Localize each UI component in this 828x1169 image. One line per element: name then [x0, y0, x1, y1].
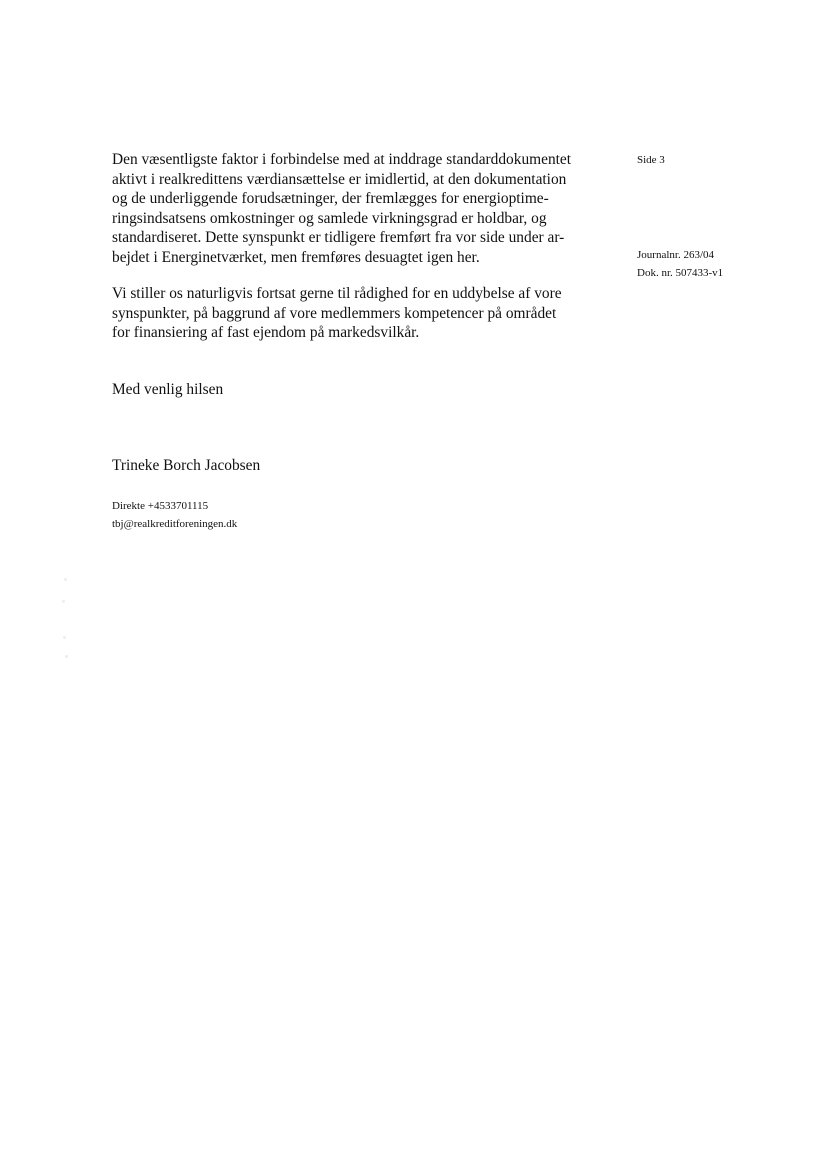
document-number: Dok. nr. 507433-v1 — [637, 266, 724, 279]
paragraph-line: Vi stiller os naturligvis fortsat gerne til rådighed for en uddybelse af vore — [112, 285, 562, 302]
paragraph-line: for finansiering af fast ejendom på markedsvilkår. — [112, 324, 420, 341]
signer-name: Trineke Borch Jacobsen — [112, 457, 261, 474]
scan-artifact — [62, 600, 65, 603]
reference-block — [637, 247, 787, 282]
letter-body — [112, 150, 612, 343]
scan-artifact — [65, 655, 68, 658]
paragraph-line: Den væsentligste faktor i forbindelse med at inddrage standarddokumentet — [112, 151, 572, 168]
scan-artifact — [63, 636, 66, 639]
paragraph-line: standardiseret. Dette synspunkt er tidligere fremført fra vor side under ar- — [112, 229, 565, 246]
signer-contact — [112, 497, 237, 533]
paragraph-line: ringsindsatsens omkostninger og samlede virkningsgrad er holdbar, og — [112, 209, 547, 227]
closing-salutation: Med venlig hilsen — [112, 381, 224, 398]
scan-artifact — [64, 578, 67, 581]
paragraph-line: bejdet i Energinetværket, men fremføres desuagtet igen her. — [112, 248, 480, 266]
email-address: tbj@realkreditforeningen.dk — [112, 518, 238, 530]
paragraph-line: aktivt i realkredittens værdiansættelse er imidlertid, at den dokumentation — [112, 170, 567, 188]
journal-number: Journalnr. 263/04 — [637, 249, 714, 261]
page-number: Side 3 — [637, 154, 665, 166]
paragraph-line: synspunkter, på baggrund af vore medlemmers kompetencer på området — [112, 304, 557, 322]
page-number-block — [637, 152, 787, 170]
body-paragraph-2 — [112, 284, 612, 343]
paragraph-line: og de underliggende forudsætninger, der fremlægges for energioptime- — [112, 190, 549, 207]
body-paragraph-1 — [112, 150, 612, 267]
direct-phone: Direkte +4533701115 — [112, 500, 209, 512]
